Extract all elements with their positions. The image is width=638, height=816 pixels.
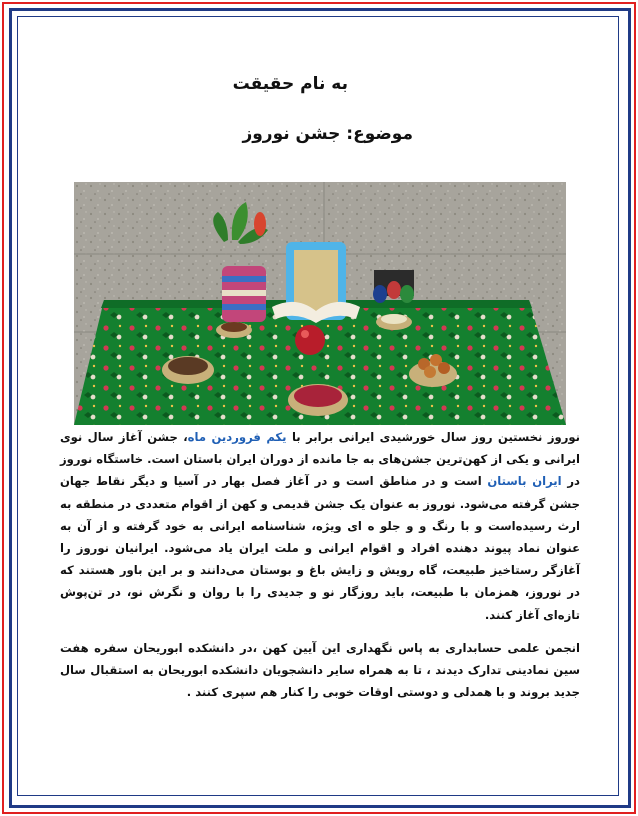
paragraph-1-part-1: نوروز نخستین روز سال خورشیدی ایرانی برابر با [286, 430, 581, 444]
paragraph-1-part-3: است و در مناطق است و در آغاز فصل بهار در آسیا و دیگر نقاط جهان جشن گرفته می‌شود. نوروز به عنوان یک جشن قدیمی و کهن از اقوام متعددی در منطقه به ارث رسیده‌است و با رنگ و و جلو ه ای ویژه، شناسنامه ایرانی به خود گرفته و از آن به عنوان نماد پیوند دهنده افراد و اقوام ایرانی و ملت ایران یاد می‌شود. ایرانیان نوروز را آغازگر رستاخیز طبیعت، گاه رویش و زایش باغ و بوستان می‌دانند و بر این باور هستند که در نوروز، همزمان با طبیعت، باید روزگار نو و جدیدی را با روان و نگرش نو، در تن‌پوش تازه‌ای آغاز کنند. [60, 474, 580, 622]
paragraph-1-part-2: ، جشن آغاز سال نوی ایرانی و یکی از کهن‌ترین جشن‌های به جا مانده از دوران ایران باستان است. خاستگاه نوروز در [60, 430, 580, 489]
document-title: به نام حقیقت [232, 74, 348, 94]
photo-haft-sin [74, 182, 566, 425]
paragraph-1 [60, 426, 580, 626]
subject-heading: موضوع: جشن نوروز [242, 124, 413, 144]
link-farvardin[interactable]: یکم فروردین ماه [187, 430, 287, 444]
link-ancient-iran[interactable]: ایران باستان [487, 474, 562, 489]
paragraph-2: انجمن علمی حسابداری به پاس نگهداری این آیین کهن ،در دانشکده ابوریحان سفره هفت سین نمادینی تدارک دیدند ، تا به همراه سایر دانشجویان دانشکده ابوریحان به استقبال سال جدید بروند و با همدلی و دوستی اوقات خوبی را کنار هم سپری کنند . [60, 640, 580, 700]
article-body [60, 426, 580, 703]
